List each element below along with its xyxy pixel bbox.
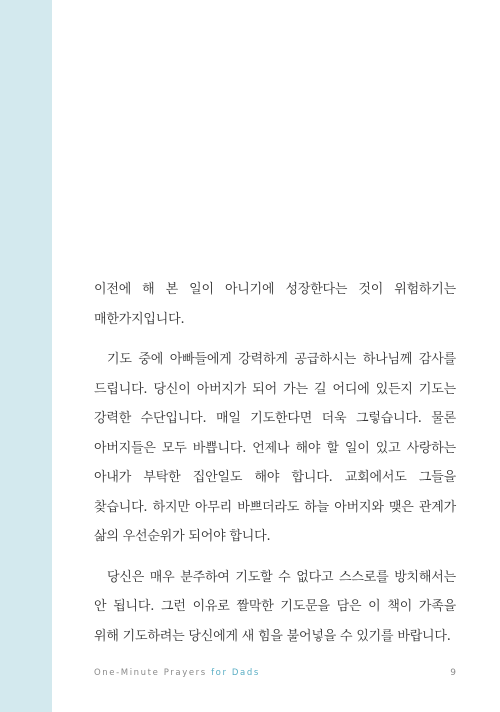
side-color-band xyxy=(0,0,52,712)
page-number: 9 xyxy=(450,668,456,678)
paragraph-1: 이전에 해 본 일이 아니기에 성장한다는 것이 위험하기는 매한가지입니다. xyxy=(94,282,456,327)
paragraph-3: 당신은 매우 분주하여 기도할 수 없다고 스스로를 방치해서는 안 됩니다. 그런 이유로 짤막한 기도문을 담은 이 책이 가족을 위해 기도하려는 당신에게 새 힘을 불어넣을 수 있기를 바랍니다. xyxy=(94,569,456,644)
page-body xyxy=(94,275,456,662)
paragraph-2: 기도 중에 아빠들에게 강력하게 공급하시는 하나님께 감사를 드립니다. 당신이 아버지가 되어 가는 길 어디에 있든지 기도는 강력한 수단입니다. 매일 기도한다면 더욱 그렇습니다. 물론 아버지들은 모두 바쁩니다. 언제나 해야 할 일이 있고 사랑하는 아내가 부탁한 집안일도 해야 합니다. 교회에서도 그들을 찾습니다. 하지만 아무리 바쁘더라도 하늘 아버지와 맺은 관계가 삶의 우선순위가 되어야 합니다. xyxy=(94,352,456,544)
footer-book-title: One-Minute Prayers xyxy=(94,668,212,678)
page-footer xyxy=(94,668,456,684)
footer-book-title-accent: for Dads xyxy=(211,668,260,678)
